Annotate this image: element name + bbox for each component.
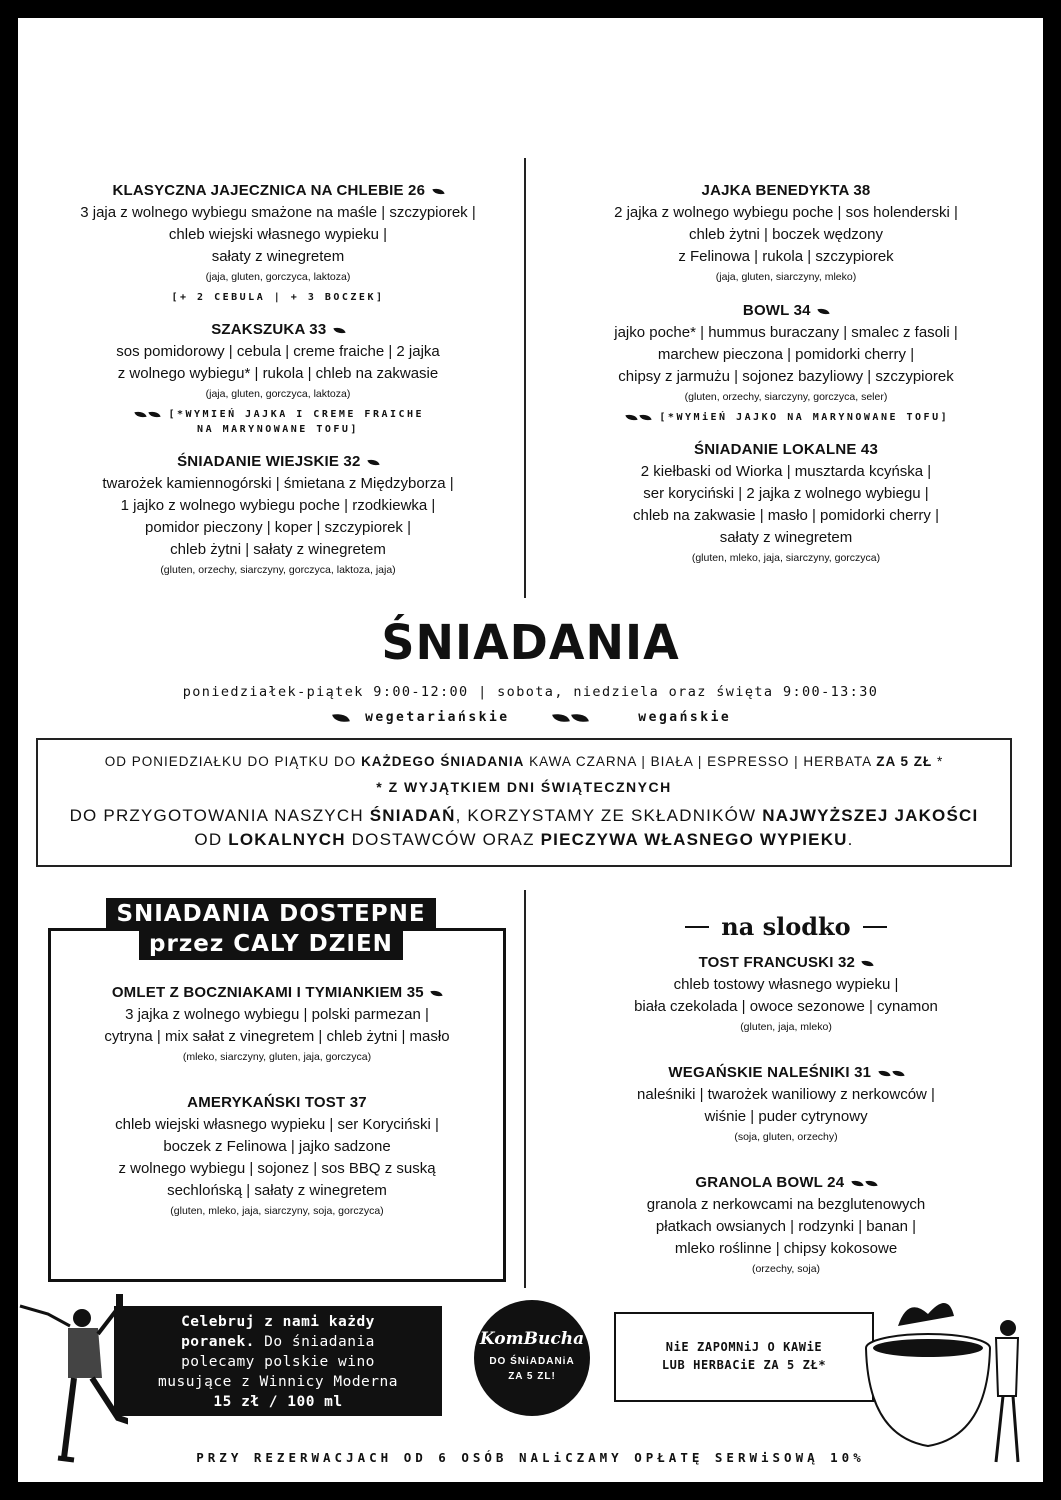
info-text-segment: PIECZYWA WŁASNEGO WYPIEKU	[540, 830, 848, 849]
info-coffee-offer	[38, 750, 1010, 774]
menu-item-description: 2 jajka z wolnego wybiegu poche | sos holenderski |	[614, 204, 958, 221]
sweet-items	[546, 952, 1026, 1304]
menu-item	[546, 180, 1026, 286]
menu-item-title	[546, 952, 1026, 974]
menu-item-title	[546, 1172, 1026, 1194]
menu-item-description: chleb żytni | sałaty z winegretem	[170, 541, 386, 558]
menu-item	[38, 180, 518, 305]
kombucha-line-1: DO ŚNiADANiA	[489, 1356, 575, 1367]
menu-item-note	[38, 407, 518, 422]
menu-item-description: mleko roślinne | chipsy kokosowe	[674, 1240, 898, 1257]
info-text-segment: DOSTAWCÓW ORAZ	[345, 830, 541, 849]
menu-item-description: granola z nerkowcami na bezglutenowych	[646, 1196, 926, 1213]
info-text-segment: *	[932, 754, 944, 769]
menu-item-description: sałaty z winegretem	[719, 529, 853, 546]
wine-line-1: Celebruj z nami każdy	[181, 1314, 375, 1330]
footer-service-fee: PRZY REZERWACJACH OD 6 OSÓB NALiCZAMY OPŁATĘ SERWiSOWĄ 10%	[196, 1450, 865, 1465]
info-text-segment: OD PONIEDZIAŁKU DO PIĄTKU DO	[104, 754, 362, 769]
menu-item-description: chleb wiejski własnego wypieku | ser Koryciński |	[115, 1116, 439, 1133]
coffee-note-line-2: LUB HERBACiE ZA 5 ZŁ*	[661, 1358, 827, 1372]
menu-item-title-text: BOWL 34	[742, 302, 811, 319]
vegan-leaf-icon	[851, 1178, 863, 1187]
menu-item-title-text: KLASYCZNA JAJECZNICA NA CHLEBIE 26	[112, 182, 426, 199]
menu-item-title-text: SZAKSZUKA 33	[211, 321, 327, 338]
menu-item-description: chleb żytni | boczek wędzony	[689, 226, 883, 243]
menu-item-title-text: TOST FRANCUSKI 32	[698, 954, 856, 971]
kombucha-logo: KomBucha	[479, 1329, 585, 1349]
menu-item	[546, 439, 1026, 567]
menu-item-title	[546, 1062, 1026, 1084]
menu-item	[38, 319, 518, 437]
all-day-banner	[96, 898, 446, 960]
menu-item-title	[546, 300, 1026, 322]
menu-item-note-text: NA MARYNOWANE TOFU]	[197, 424, 359, 435]
vegetarian-leaf-icon	[367, 457, 379, 466]
kombucha-line-2: ZA 5 ZL!	[508, 1371, 556, 1382]
left-column	[38, 180, 518, 593]
menu-item-title-text: GRANOLA BOWL 24	[695, 1174, 845, 1191]
wine-line-4: musujące z Winnicy Moderna	[158, 1374, 398, 1390]
menu-item-description: 3 jaja z wolnego wybiegu smażone na maśle | szczypiorek |	[80, 204, 476, 221]
menu-item-note	[38, 290, 518, 305]
vegan-leaf-icon	[865, 1178, 877, 1187]
menu-item-description: z wolnego wybiegu | sojonez | sos BBQ z suską	[118, 1160, 436, 1177]
vegan-leaf-icon	[134, 409, 146, 418]
info-text-segment: OD	[194, 830, 229, 849]
menu-item-title	[48, 982, 506, 1004]
info-text-segment: , KORZYSTAMY ZE SKŁADNIKÓW	[455, 806, 763, 825]
coffee-cup-illustration	[858, 1286, 1038, 1466]
menu-item-description: ser koryciński | 2 jajka z wolnego wybiegu |	[643, 485, 929, 502]
menu-item-title	[546, 439, 1026, 461]
sweet-header-rule-right	[863, 926, 887, 928]
menu-item-allergens: (gluten, jaja, mleko)	[740, 1021, 832, 1033]
vegan-leaf-icon	[625, 412, 637, 421]
vegan-leaf-icon	[552, 711, 570, 724]
coffee-note-box	[614, 1312, 874, 1402]
all-day-items	[48, 982, 506, 1246]
menu-item-title-text: JAJKA BENEDYKTA 38	[701, 182, 871, 199]
menu-item-title	[48, 1092, 506, 1114]
wine-line-2-bold: poranek.	[181, 1334, 255, 1350]
vegetarian-leaf-icon	[432, 186, 444, 195]
menu-item-note-text: [*WYMIEŃ JAJKA I CREME FRAICHE	[168, 409, 425, 420]
wine-line-2-rest: Do śniadania	[254, 1334, 375, 1350]
menu-item-allergens: (mleko, siarczyny, gluten, jaja, gorczyca)	[182, 1051, 372, 1063]
menu-item-note	[38, 422, 518, 437]
diet-legend	[18, 708, 1043, 728]
info-text-segment: DO PRZYGOTOWANIA NASZYCH	[69, 806, 370, 825]
vegan-leaf-icon	[639, 412, 651, 421]
menu-item-title-text: ŚNIADANIE LOKALNE 43	[693, 441, 879, 458]
menu-item-allergens: (jaja, gluten, gorczyca, laktoza)	[205, 271, 351, 283]
menu-item-description: pomidor pieczony | koper | szczypiorek |	[145, 519, 411, 536]
menu-item-note-text: [*WYMiEŃ JAJKO NA MARYNOWANE TOFU]	[659, 412, 950, 423]
menu-item-description: chleb tostowy własnego wypieku |	[673, 976, 899, 993]
menu-item-description: naleśniki | twarożek waniliowy z nerkowców |	[637, 1086, 935, 1103]
menu-item-description: chleb wiejski własnego wypieku |	[168, 226, 388, 243]
menu-item-allergens: (gluten, mleko, jaja, siarczyny, soja, gorczyca)	[170, 1205, 384, 1217]
menu-item-title	[38, 319, 518, 341]
menu-item-description: płatkach owsianych | rodzynki | banan |	[655, 1218, 917, 1235]
menu-item	[546, 952, 1026, 1036]
dancing-person-illustration	[18, 1288, 128, 1468]
menu-item-title	[546, 180, 1026, 202]
menu-item-allergens: (gluten, orzechy, siarczyny, gorczyca, seler)	[684, 391, 888, 403]
menu-item-allergens: (jaja, gluten, gorczyca, laktoza)	[205, 388, 351, 400]
legend-vegetarian-label: wegetariańskie	[365, 710, 510, 725]
menu-item-description: chleb na zakwasie | masło | pomidorki cherry |	[633, 507, 939, 524]
info-text-segment: LOKALNYCH	[228, 830, 346, 849]
menu-item-description: 2 kiełbaski od Wiorka | musztarda kcyńska |	[640, 463, 932, 480]
vegetarian-leaf-icon	[431, 988, 443, 997]
menu-item-description: z wolnego wybiegu* | rukola | chleb na zakwasie	[117, 365, 439, 382]
vegan-leaf-icon	[878, 1068, 890, 1077]
coffee-note-line-1: NiE ZAPOMNiJ O KAWiE	[665, 1340, 823, 1354]
menu-item-title	[38, 451, 518, 473]
menu-item-description: z Felinowa | rukola | szczypiorek	[678, 248, 894, 265]
vegan-leaf-icon	[148, 409, 160, 418]
menu-item-title	[38, 180, 518, 202]
menu-item	[48, 982, 506, 1066]
info-text-segment: .	[847, 830, 854, 849]
wine-line-2	[114, 1332, 442, 1352]
menu-item	[546, 1062, 1026, 1146]
menu-item-allergens: (soja, gluten, orzechy)	[734, 1131, 838, 1143]
menu-item-allergens: (orzechy, soja)	[751, 1263, 821, 1275]
vegetarian-leaf-icon	[332, 711, 350, 724]
menu-item-title-text: WEGAŃSKIE NALEŚNIKI 31	[668, 1064, 872, 1081]
info-text-segment: ZA 5 ZŁ	[876, 754, 933, 769]
all-day-banner-line2: przez CALY DZIEN	[139, 930, 403, 960]
legend-vegan-label: wegańskie	[638, 710, 732, 725]
info-text-segment: ŚNIADAŃ	[369, 806, 456, 825]
info-text-segment: KAWA CZARNA | BIAŁA | ESPRESSO | HERBATA	[524, 754, 877, 769]
sweet-header-rule-left	[685, 926, 709, 928]
info-quality-line-1	[38, 804, 1010, 828]
menu-item-title-text: OMLET Z BOCZNIAKAMI I TYMIANKIEM 35	[111, 984, 424, 1001]
page-title: ŚNIADANIA	[381, 613, 680, 671]
menu-item-description: chipsy z jarmużu | sojonez bazyliowy | szczypiorek	[618, 368, 954, 385]
vegetarian-leaf-icon	[817, 306, 829, 315]
menu-item-description: biała czekolada | owoce sezonowe | cynamon	[634, 998, 938, 1015]
menu-item	[48, 1092, 506, 1220]
info-text-segment: NAJWYŻSZEJ JAKOŚCI	[762, 806, 979, 825]
wine-line-3: polecamy polskie wino	[181, 1354, 375, 1370]
menu-item-note	[546, 410, 1026, 425]
info-holiday-note: * Z WYJĄTKIEM DNI ŚWIĄTECZNYCH	[376, 779, 672, 795]
menu-item-allergens: (gluten, mleko, jaja, siarczyny, gorczyca)	[691, 552, 881, 564]
wine-box	[114, 1306, 442, 1416]
menu-item	[38, 451, 518, 579]
column-divider-bottom	[524, 890, 526, 1288]
info-quality-line-2	[38, 828, 1010, 852]
menu-item-description: sałaty z winegretem	[211, 248, 345, 265]
menu-item-title-text: ŚNIADANIE WIEJSKIE 32	[177, 453, 361, 470]
vegetarian-leaf-icon	[333, 325, 345, 334]
column-divider-top	[524, 158, 526, 598]
menu-page	[18, 18, 1043, 1482]
menu-item-description: cytryna | mix sałat z vinegretem | chleb żytni | masło	[104, 1028, 450, 1045]
sweet-header-text: na slodko	[721, 912, 851, 941]
menu-item-description: marchew pieczona | pomidorki cherry |	[657, 346, 915, 363]
sweet-header	[546, 910, 1026, 944]
right-column	[546, 180, 1026, 581]
menu-item	[546, 300, 1026, 425]
menu-item-description: twarożek kamiennogórski | śmietana z Międzyborza |	[102, 475, 454, 492]
wine-price: 15 zł / 100 ml	[213, 1394, 343, 1410]
opening-hours: poniedziałek-piątek 9:00-12:00 | sobota, niedziela oraz święta 9:00-13:30	[182, 684, 879, 700]
menu-item-title-text: AMERYKAŃSKI TOST 37	[187, 1094, 367, 1111]
menu-item-description: sos pomidorowy | cebula | creme fraiche | 2 jajka	[116, 343, 440, 360]
all-day-banner-line1: SNIADANIA DOSTEPNE	[106, 898, 435, 930]
menu-item-description: 3 jajka z wolnego wybiegu | polski parmezan |	[125, 1006, 429, 1023]
menu-item-allergens: (gluten, orzechy, siarczyny, gorczyca, laktoza, jaja)	[160, 564, 396, 576]
menu-item-description: 1 jajko z wolnego wybiegu poche | rzodkiewka |	[120, 497, 436, 514]
menu-item-description: jajko poche* | hummus buraczany | smalec z fasoli |	[614, 324, 958, 341]
menu-item	[546, 1172, 1026, 1278]
info-text-segment: KAŻDEGO ŚNIADANIA	[361, 754, 525, 769]
vegan-leaf-icon	[571, 711, 589, 724]
vegetarian-leaf-icon	[862, 958, 874, 967]
menu-item-description: wiśnie | puder cytrynowy	[704, 1108, 868, 1125]
menu-item-description: boczek z Felinowa | jajko sadzone	[163, 1138, 391, 1155]
vegan-leaf-icon	[892, 1068, 904, 1077]
kombucha-badge	[474, 1300, 590, 1416]
menu-item-allergens: (jaja, gluten, siarczyny, mleko)	[715, 271, 857, 283]
menu-item-description: sechlońską | sałaty z winegretem	[167, 1182, 387, 1199]
menu-item-note-text: [+ 2 CEBULA | + 3 BOCZEK]	[171, 292, 385, 303]
info-box	[36, 738, 1012, 867]
